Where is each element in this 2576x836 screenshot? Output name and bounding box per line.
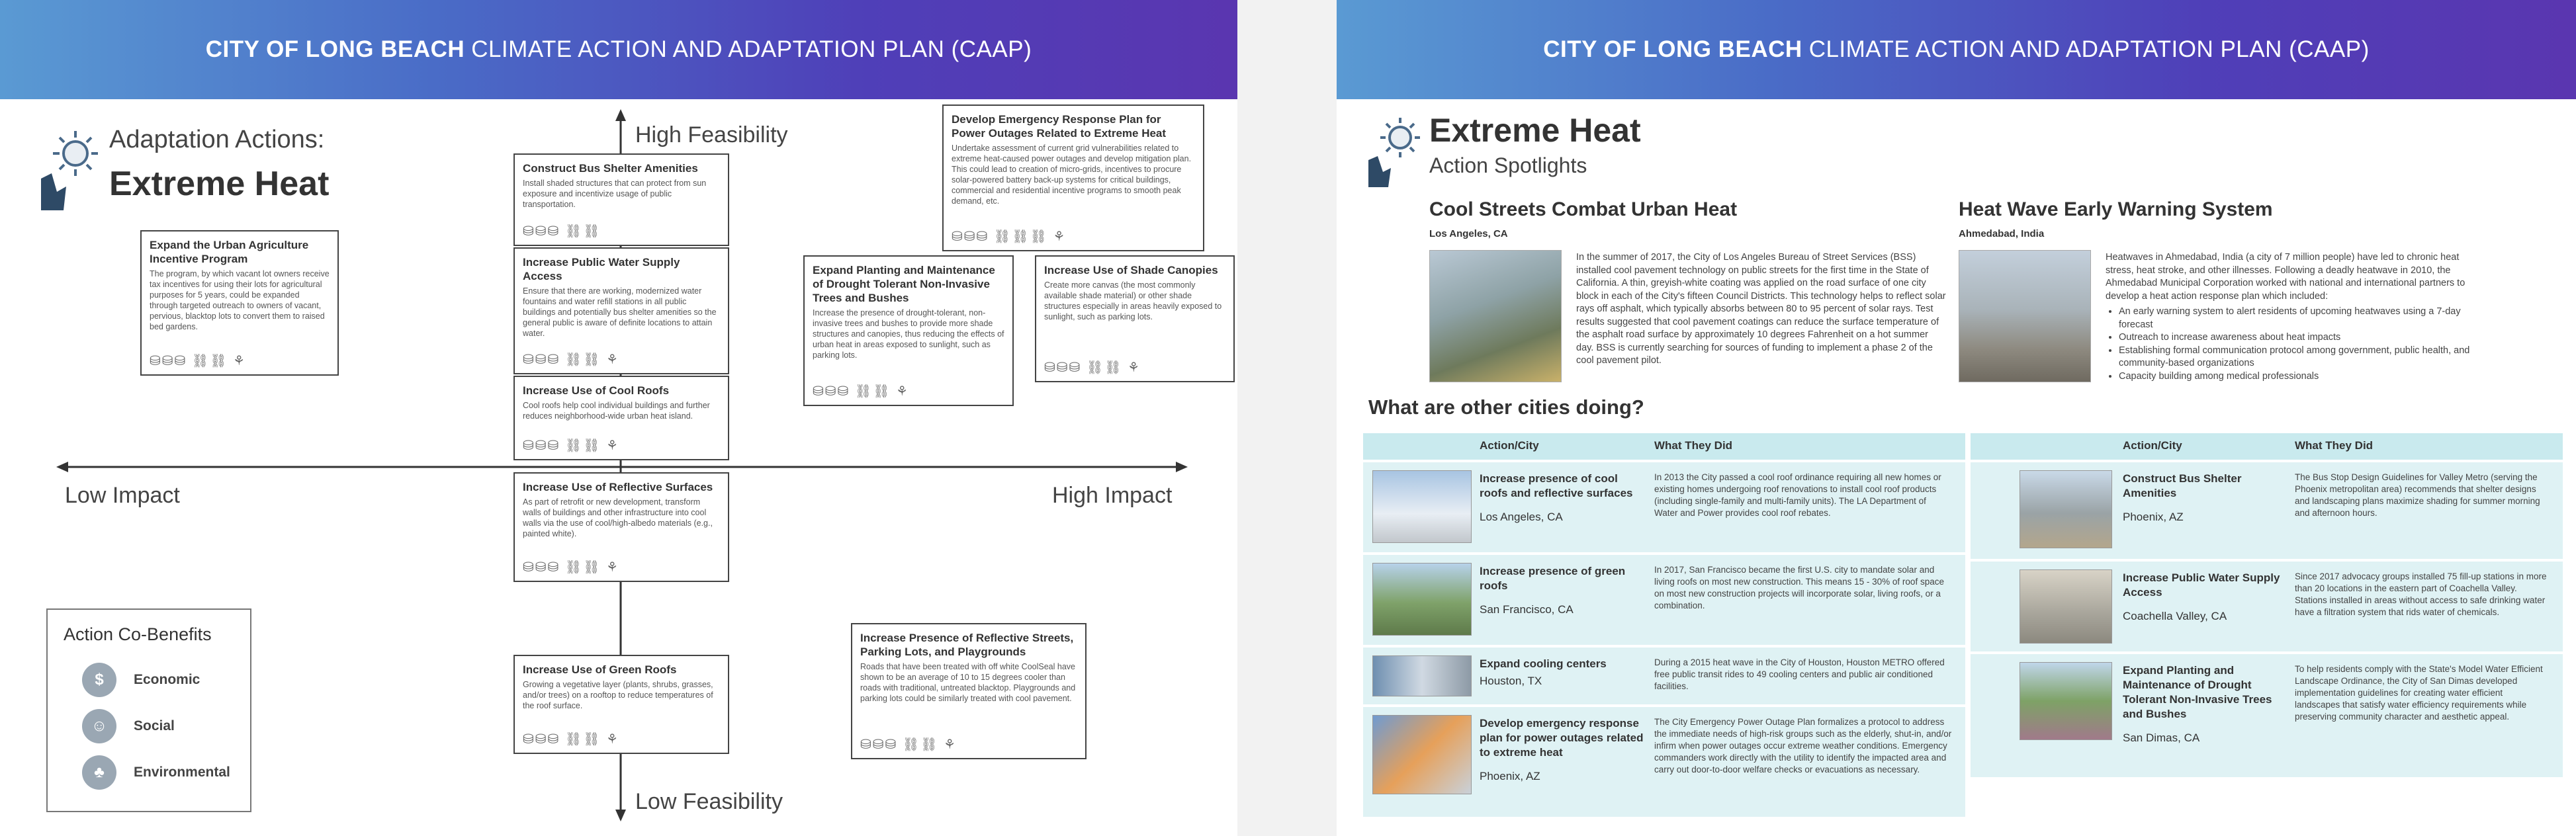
- axis-low-feasibility: Low Feasibility: [635, 789, 783, 814]
- spotlight-location: Los Angeles, CA: [1429, 228, 1508, 239]
- spotlight-text: In the summer of 2017, the City of Los Angeles Bureau of Street Services (BSS) installed cool pavement technology on public streets for the first time in the State of California. A thin, greyish-white coating was applied on the road surface of one city block in each of the City's fifteen Council Districts. This technology helps to reflect solar rays off asphalt, which typically absorbs between 80 to 95 percent of solar rays. Test results suggested that cool pavement coatings can reduce the surface temperature of the asphalt road surface by approximately 10 degrees Fahrenheit on a hot summer day. BSS is currently searching for sources of funding to implement a phase 2 of the cool pavement pilot.: [1576, 252, 1946, 366]
- cities-table-left: [1363, 433, 1965, 817]
- co-benefit-icons: ⛁⛁⛁ ⛓⛓ ⚘: [813, 384, 910, 399]
- co-benefit-icons: ⛁⛁⛁ ⛓⛓ ⚘: [150, 354, 247, 368]
- row-photo: [1372, 563, 1472, 636]
- co-benefit-icons: ⛁⛁⛁ ⛓⛓⛓ ⚘: [952, 230, 1067, 244]
- banner: [1337, 0, 2576, 99]
- co-benefit-icons: ⛁⛁⛁ ⛓⛓ ⚘: [1044, 360, 1141, 375]
- legend-item-economic: $ Economic: [82, 663, 200, 697]
- spotlight-text: Heatwaves in Ahmedabad, India (a city of 7 million people) have led to chronic heat stress, heat stroke, and other illnesses. Following a deadly heatwave in 2010, the Ahmedabad Municipal Corporation worked with national and international partners to develop a heat action response plan which included: • An early warning system to alert residents of upcoming heatwaves using a 7-day forecast • Outreach to increase awareness about heat impacts • Establishing formal communication protocol among government, public health, and community-based organizations • Capacity building among medical professionals: [2106, 251, 2476, 383]
- social-icon: ☺: [82, 709, 116, 743]
- page-subtitle: Action Spotlights: [1429, 153, 1587, 177]
- co-benefit-icons: ⛁⛁⛁ ⛓⛓ ⚘: [860, 737, 957, 752]
- environmental-icon: ♣: [82, 755, 116, 790]
- table-row: Develop emergency response plan for power outages related to extreme heat Phoenix, AZ The City Emergency Power Outage Plan formalizes a protocol to address the immediate needs of high-risk groups such as the elderly, shut-in, and/or infirm when power outages occur extreme weather conditions. Emergency commanders work directly with the utility to identify the impacted area and carry out door-to-door welfare checks or evacuations as necessary.: [1363, 704, 1965, 817]
- legend-item-environmental: ♣ Environmental: [82, 755, 230, 790]
- action-spotlights-page: [1337, 0, 2576, 836]
- row-photo: [2020, 569, 2112, 644]
- action-card: Increase Use of Green Roofs Growing a vegetative layer (plants, shrubs, grasses, and/or trees) on a rooftop to reduce temperatures of the roof surface. ⛁⛁⛁ ⛓⛓ ⚘: [513, 655, 729, 754]
- action-card: Increase Presence of Reflective Streets, Parking Lots, and Playgrounds Roads that have been treated with off white CoolSeal have shown to be an average of 10 to 15 degrees cooler than roads with traditional, untreated blacktop. Playgrounds and parking lots could be similarly treated with cool pavement. ⛁⛁⛁ ⛓⛓ ⚘: [851, 623, 1087, 759]
- adaptation-actions-page: [0, 0, 1237, 836]
- sun-figure-icon: [1363, 112, 1429, 188]
- action-card: Increase Public Water Supply Access Ensure that there are working, modernized water fountains and water refill stations in all public buildings and potentially bus shelter amenities so the general public is aware of definite locations to attain water. ⛁⛁⛁ ⛓⛓ ⚘: [513, 247, 729, 374]
- legend-item-social: ☺ Social: [82, 709, 175, 743]
- spotlight-title: Cool Streets Combat Urban Heat: [1429, 198, 1738, 220]
- banner-title: CLIMATE ACTION AND ADAPTATION PLAN (CAAP): [1808, 36, 2370, 62]
- action-card: Expand the Urban Agriculture Incentive Program The program, by which vacant lot owners receive tax incentives for using their lots for agricultural purposes for 5 years, could be expanded through targeted outreach to owners of vacant, pervious, blacktop lots to convert them to raised bed gardens. ⛁⛁⛁ ⛓⛓ ⚘: [140, 230, 339, 376]
- co-benefit-icons: ⛁⛁⛁ ⛓⛓ ⚘: [523, 732, 620, 747]
- action-card: Increase Use of Reflective Surfaces As part of retrofit or new development, transform walls of buildings and other infrastructure into cool walls via the use of cool/high-albedo materials (e.g., painted white). ⛁⛁⛁ ⛓⛓ ⚘: [513, 472, 729, 582]
- economic-icon: $: [82, 663, 116, 697]
- table-header: Action/City What They Did: [1363, 433, 1965, 460]
- action-card: Construct Bus Shelter Amenities Install shaded structures that can protect from sun exposure and incentivize usage of public transportation. ⛁⛁⛁ ⛓⛓: [513, 153, 729, 246]
- banner-title: CLIMATE ACTION AND ADAPTATION PLAN (CAAP): [471, 36, 1032, 62]
- spotlight-title: Heat Wave Early Warning System: [1959, 198, 2273, 220]
- table-row: Increase Public Water Supply Access Coachella Valley, CA Since 2017 advocacy groups installed 75 fill-up stations in more than 20 locations in the eastern part of Coachella Valley. Stations installed in areas without access to safe drinking water have a filtration system that rids water of chemicals.: [1971, 559, 2563, 651]
- action-card: Expand Planting and Maintenance of Drought Tolerant Non-Invasive Trees and Bushes Increase the presence of drought-tolerant, non-invasive trees and bushes to provide more shade structures and canopies, thus reducing the effects of urban heat in areas exposed to sunlight, such as parking lots. ⛁⛁⛁ ⛓⛓ ⚘: [803, 255, 1014, 406]
- table-header: Action/City What They Did: [1971, 433, 2563, 460]
- table-row: Increase presence of cool roofs and reflective surfaces Los Angeles, CA In 2013 the City passed a cool roof ordinance requiring all new homes or existing homes undergoing roof renovations to install cool roof products (including single-family and multi-family units). The LA Department of Water and Power provides cool roof rebates.: [1363, 460, 1965, 552]
- city-skyline-photo: [1959, 250, 2091, 382]
- row-photo: [2020, 470, 2112, 548]
- axis-low-impact: Low Impact: [65, 483, 180, 508]
- legend-title: Action Co-Benefits: [64, 624, 212, 644]
- table-row: Expand cooling centers Houston, TX During a 2015 heat wave in the City of Houston, Houston METRO offered free public transit rides to 49 cooling centers and public air conditioned facilities.: [1363, 645, 1965, 704]
- banner-city: CITY OF LONG BEACH: [205, 36, 465, 62]
- cities-table-right: [1971, 433, 2563, 777]
- co-benefit-icons: ⛁⛁⛁ ⛓⛓ ⚘: [523, 439, 620, 453]
- action-card: Increase Use of Shade Canopies Create more canvas (the most commonly available shade material) or other shade structures especially in areas heavily exposed to sunlight, such as parking lots. ⛁⛁⛁ ⛓⛓ ⚘: [1035, 255, 1235, 382]
- action-card: Increase Use of Cool Roofs Cool roofs help cool individual buildings and further reduces neighborhood-wide urban heat island. ⛁⛁⛁ ⛓⛓ ⚘: [513, 376, 729, 460]
- table-row: Increase presence of green roofs San Francisco, CA In 2017, San Francisco became the first U.S. city to mandate solar and living roofs on most new construction. This means 15 - 30% of roof space on most new construction projects will incorporate solar, living roofs, or a combination.: [1363, 552, 1965, 645]
- spotlight-location: Ahmedabad, India: [1959, 228, 2045, 239]
- row-photo: [1372, 715, 1472, 794]
- co-benefit-icons: ⛁⛁⛁ ⛓⛓ ⚘: [523, 353, 620, 367]
- row-photo: [2020, 662, 2112, 740]
- table-row: Construct Bus Shelter Amenities Phoenix, AZ The Bus Stop Design Guidelines for Valley Metro (serving the Phoenix metropolitan area) recommends that shelter designs and landscaping plans maximize shading for summer morning and afternoon hours.: [1971, 460, 2563, 559]
- page-title: Extreme Heat: [1429, 112, 1641, 149]
- cool-pavement-photo: [1429, 250, 1562, 382]
- action-card: Develop Emergency Response Plan for Power Outages Related to Extreme Heat Undertake assessment of current grid vulnerabilities related to extreme heat-caused power outages and develop mitigation plan. This could lead to creation of micro-grids, incentives to procure solar-powered battery back-up systems for critical buildings, commercial and residential incentive programs to smooth peak demand, etc. ⛁⛁⛁ ⛓⛓⛓ ⚘: [942, 104, 1204, 251]
- banner-city: CITY OF LONG BEACH: [1543, 36, 1802, 62]
- co-benefit-icons: ⛁⛁⛁ ⛓⛓ ⚘: [523, 560, 620, 575]
- heading-small: Adaptation Actions:: [109, 126, 325, 153]
- table-row: Expand Planting and Maintenance of Drought Tolerant Non-Invasive Trees and Bushes San Dimas, CA To help residents comply with the State's Model Water Efficient Landscape Ordinance, the City of San Dimas developed implementation guidelines for creating water efficient landscapes that satisfy water efficiency requirements while preserving community character and aesthetic appeal.: [1971, 651, 2563, 777]
- row-photo: [1372, 470, 1472, 543]
- page-title: Extreme Heat: [109, 165, 330, 203]
- co-benefit-icons: ⛁⛁⛁ ⛓⛓: [523, 224, 601, 239]
- section-title: What are other cities doing?: [1368, 396, 1644, 419]
- row-photo: [1372, 655, 1472, 696]
- axis-high-impact: High Impact: [1052, 483, 1173, 508]
- co-benefits-legend: [46, 608, 251, 812]
- axis-high-feasibility: High Feasibility: [635, 122, 788, 147]
